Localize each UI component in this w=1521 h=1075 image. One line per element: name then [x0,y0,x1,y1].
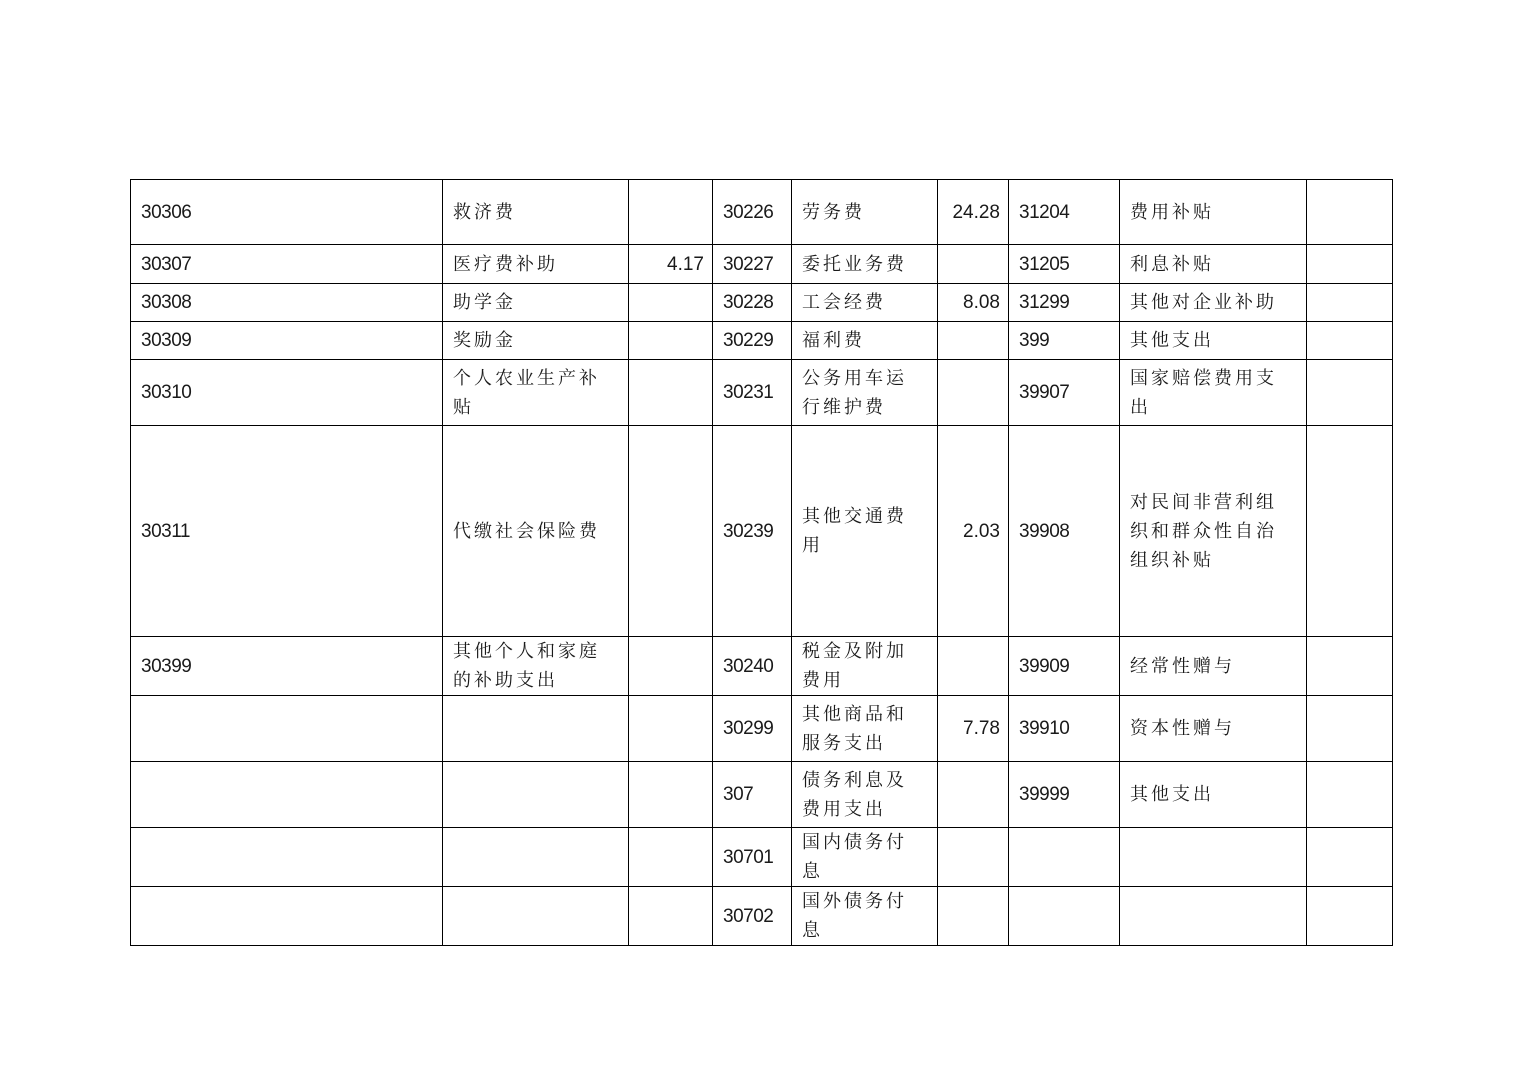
amount-cell: 24.28 [938,180,1009,245]
code-cell: 39907 [1009,360,1120,426]
item-name-cell: 国家赔偿费用支出 [1120,360,1307,426]
code-cell: 30311 [131,426,443,637]
code-cell: 31205 [1009,245,1120,284]
code-cell: 30399 [131,637,443,696]
item-name-cell: 税金及附加费用 [792,637,938,696]
table-row [131,180,1393,245]
code-cell: 39999 [1009,762,1120,828]
code-cell: 30306 [131,180,443,245]
code-cell: 30228 [713,284,792,322]
amount-cell [1307,696,1393,762]
amount-cell [1307,762,1393,828]
amount-cell: 2.03 [938,426,1009,637]
table-body [131,180,1393,946]
code-cell: 30307 [131,245,443,284]
amount-cell [938,887,1009,946]
item-name-cell: 债务利息及费用支出 [792,762,938,828]
item-name-cell: 其他支出 [1120,762,1307,828]
amount-cell [1307,284,1393,322]
item-name-cell [443,887,629,946]
budget-table [130,179,1393,946]
code-cell: 30226 [713,180,792,245]
item-name-cell: 经常性赠与 [1120,637,1307,696]
item-name-cell: 其他商品和服务支出 [792,696,938,762]
item-name-cell: 费用补贴 [1120,180,1307,245]
amount-cell [629,284,713,322]
amount-cell [938,245,1009,284]
code-cell: 30229 [713,322,792,360]
item-name-cell: 其他对企业补助 [1120,284,1307,322]
amount-cell [1307,360,1393,426]
item-name-cell: 其他交通费用 [792,426,938,637]
table-row [131,284,1393,322]
code-cell [131,762,443,828]
code-cell: 31299 [1009,284,1120,322]
item-name-cell: 福利费 [792,322,938,360]
item-name-cell: 利息补贴 [1120,245,1307,284]
code-cell: 307 [713,762,792,828]
item-name-cell: 资本性赠与 [1120,696,1307,762]
item-name-cell: 助学金 [443,284,629,322]
item-name-cell: 工会经费 [792,284,938,322]
table-row [131,887,1393,946]
code-cell: 39910 [1009,696,1120,762]
code-cell: 30309 [131,322,443,360]
table-row [131,762,1393,828]
code-cell: 30227 [713,245,792,284]
code-cell: 30239 [713,426,792,637]
amount-cell [938,762,1009,828]
amount-cell [629,762,713,828]
code-cell [1009,887,1120,946]
amount-cell [629,887,713,946]
amount-cell [629,180,713,245]
amount-cell [1307,828,1393,887]
item-name-cell: 救济费 [443,180,629,245]
code-cell: 30308 [131,284,443,322]
table-row [131,322,1393,360]
table-row [131,426,1393,637]
item-name-cell: 个人农业生产补贴 [443,360,629,426]
item-name-cell: 奖励金 [443,322,629,360]
table-row [131,245,1393,284]
code-cell: 30299 [713,696,792,762]
amount-cell [1307,322,1393,360]
table-row [131,696,1393,762]
code-cell: 31204 [1009,180,1120,245]
item-name-cell: 对民间非营利组织和群众性自治组织补贴 [1120,426,1307,637]
code-cell: 30231 [713,360,792,426]
item-name-cell [443,696,629,762]
table-row [131,828,1393,887]
amount-cell [629,828,713,887]
amount-cell [629,696,713,762]
item-name-cell: 其他个人和家庭的补助支出 [443,637,629,696]
item-name-cell: 国内债务付息 [792,828,938,887]
table-row [131,637,1393,696]
amount-cell [1307,637,1393,696]
code-cell [131,696,443,762]
code-cell: 39908 [1009,426,1120,637]
item-name-cell: 其他支出 [1120,322,1307,360]
code-cell [131,887,443,946]
amount-cell [1307,180,1393,245]
amount-cell: 8.08 [938,284,1009,322]
amount-cell [1307,426,1393,637]
item-name-cell: 委托业务费 [792,245,938,284]
amount-cell [938,637,1009,696]
code-cell: 30702 [713,887,792,946]
item-name-cell: 国外债务付息 [792,887,938,946]
amount-cell [1307,245,1393,284]
code-cell [1009,828,1120,887]
amount-cell [629,360,713,426]
amount-cell: 4.17 [629,245,713,284]
code-cell: 30310 [131,360,443,426]
item-name-cell: 医疗费补助 [443,245,629,284]
item-name-cell: 劳务费 [792,180,938,245]
item-name-cell [1120,828,1307,887]
item-name-cell: 公务用车运行维护费 [792,360,938,426]
code-cell: 30240 [713,637,792,696]
code-cell [131,828,443,887]
amount-cell [629,322,713,360]
amount-cell [938,360,1009,426]
amount-cell: 7.78 [938,696,1009,762]
item-name-cell [443,762,629,828]
item-name-cell: 代缴社会保险费 [443,426,629,637]
item-name-cell [443,828,629,887]
amount-cell [1307,887,1393,946]
amount-cell [629,426,713,637]
amount-cell [938,828,1009,887]
code-cell: 399 [1009,322,1120,360]
item-name-cell [1120,887,1307,946]
table-row [131,360,1393,426]
amount-cell [938,322,1009,360]
code-cell: 30701 [713,828,792,887]
code-cell: 39909 [1009,637,1120,696]
amount-cell [629,637,713,696]
